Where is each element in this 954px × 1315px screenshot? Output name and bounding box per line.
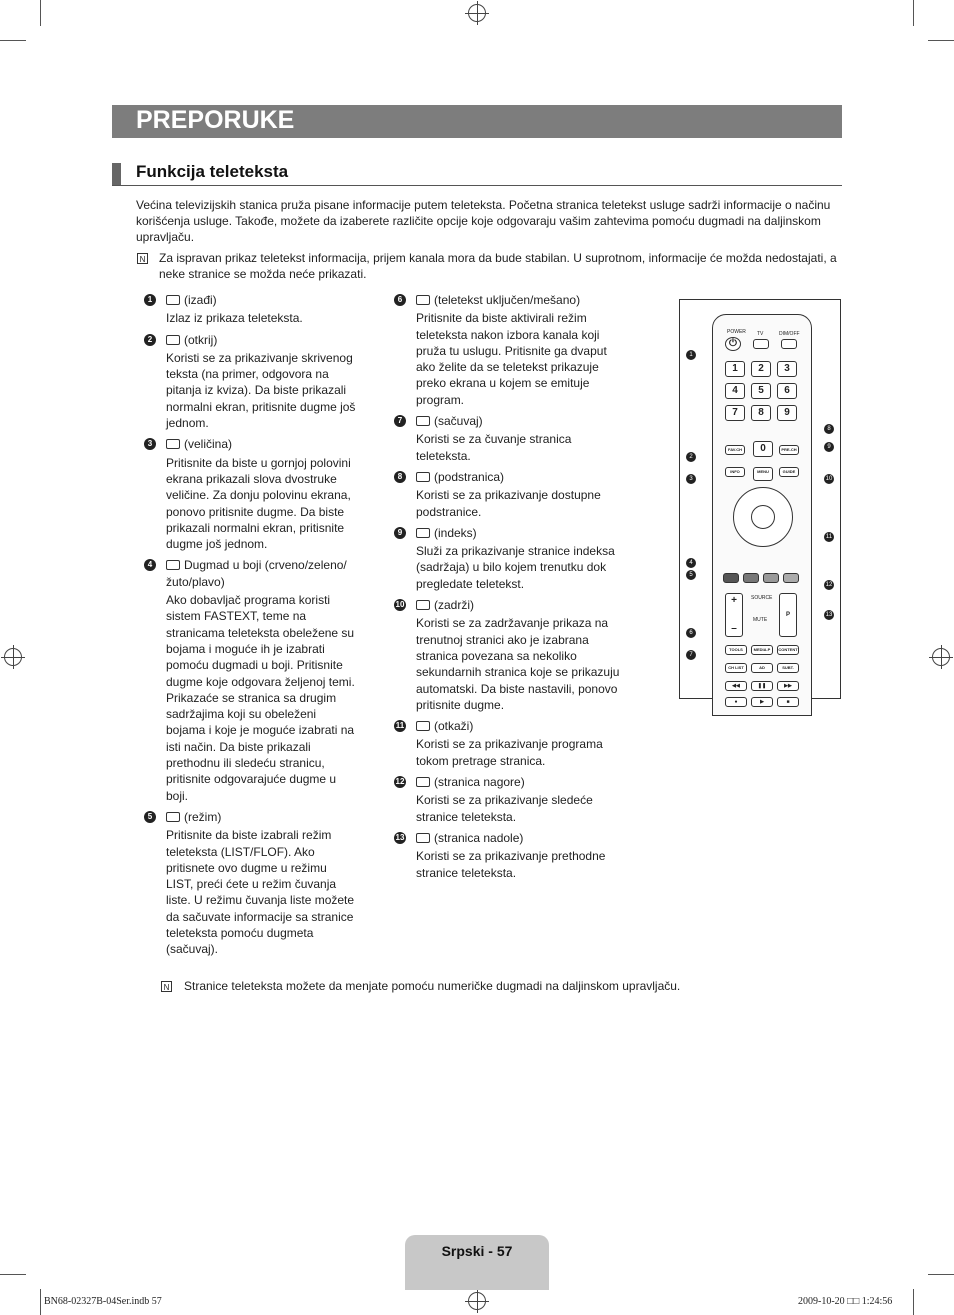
digit-button: 8 — [751, 405, 771, 421]
power-button: ⏻ — [725, 337, 741, 351]
registration-mark-icon — [932, 648, 950, 666]
print-info-right: 2009-10-20 □□ 1:24:56 — [798, 1296, 893, 1307]
item-description: Koristi se za prikazivanje sledeće stranice teleteksta. — [416, 793, 593, 824]
teletext-item — [147, 809, 356, 958]
teletext-item — [397, 525, 628, 592]
callout-badge: 2 — [686, 452, 696, 462]
item-description: Pritisnite da biste aktivirali režim teleteksta nakon izbora kanala koji pruža tu uslugu. Pritisnite ga dvaput ako želite da se teletekst prikazuje preko ekrana u kojem se emituje program. — [416, 311, 607, 407]
item-description: Koristi se za prikazivanje prethodne stranice teleteksta. — [416, 849, 606, 880]
mediap-button: MEDIA.P — [751, 645, 773, 655]
callout-badge: 13 — [825, 612, 833, 618]
teletext-item — [395, 718, 628, 769]
item-number-badge: 8 — [394, 471, 406, 483]
digit-button: 4 — [725, 383, 745, 399]
teletext-button-icon — [416, 528, 430, 538]
fav-button: FAV.CH — [725, 445, 745, 455]
remote-body — [712, 314, 812, 716]
section-title: Funkcija teleteksta — [136, 162, 289, 181]
callout-badge: 5 — [686, 570, 696, 580]
page-number-tab — [405, 1235, 549, 1290]
chlist-button: CH LIST — [725, 663, 747, 673]
item-number-badge: 12 — [395, 777, 405, 787]
item-number-badge: 7 — [394, 415, 406, 427]
item-number-badge: 2 — [144, 334, 156, 346]
blue-button — [783, 573, 799, 583]
channel-rocker: P — [779, 593, 797, 637]
digit-button: 2 — [751, 361, 771, 377]
item-heading: (stranica nadole) — [434, 830, 524, 845]
tv-label: TV — [757, 331, 764, 337]
section-marker — [112, 163, 121, 185]
crop-mark — [0, 40, 26, 41]
teletext-button-icon — [166, 560, 180, 570]
callout-badge: 4 — [686, 558, 696, 568]
digit-button: 6 — [777, 383, 797, 399]
item-description: Pritisnite da biste u gornjoj polovini ekrana prikazali slova dvostruke veličine. Za donju polovinu ekrana, ponovo pritisnite dugme. Da biste prikazali normalni ekran, pritisnite dugme još jednom. — [166, 455, 351, 552]
teletext-item — [395, 774, 628, 825]
stop-button: ■ — [777, 697, 799, 707]
callout-badge: 7 — [686, 650, 696, 660]
teletext-item — [397, 469, 628, 520]
item-number-badge: 10 — [395, 600, 405, 610]
item-heading: (otkrij) — [184, 332, 218, 347]
callout-badge: 12 — [825, 582, 833, 588]
note-icon: N — [137, 253, 148, 264]
teletext-item — [395, 597, 628, 713]
left-column — [147, 292, 356, 963]
teletext-item — [397, 413, 628, 464]
item-description: Pritisnite da biste izabrali režim teleteksta (LIST/FLOF). Ako pritisnete ovo dugme u režimu LIST, preći ćete u režim čuvanja liste. U režimu čuvanja liste možete da sačuvate informacije sa stranice teleteksta pomoću dugmeta (sačuvaj). — [166, 828, 355, 957]
item-heading: (sačuvaj) — [434, 414, 483, 429]
item-heading: (veličina) — [184, 437, 233, 452]
teletext-item — [147, 332, 356, 432]
callout-badge: 8 — [824, 424, 834, 434]
callout-badge: 3 — [686, 474, 696, 484]
pause-button: ❚❚ — [751, 681, 773, 691]
crop-mark — [0, 1274, 26, 1275]
teletext-item — [395, 830, 628, 881]
source-label: SOURCE — [751, 595, 773, 601]
item-number-badge: 3 — [144, 438, 156, 450]
note-icon: N — [161, 981, 172, 992]
play-button: ▶ — [751, 697, 773, 707]
item-heading: (režim) — [184, 809, 222, 824]
digit-button: 9 — [777, 405, 797, 421]
content-button: CONTENT — [777, 645, 799, 655]
item-number-badge: 5 — [144, 811, 156, 823]
note-1: Za ispravan prikaz teletekst informacija, prijem kanala mora da bude stabilan. U suprotnom, informacije će možda nedostajati, a neke stranice se možda neće prikazati. — [159, 251, 837, 281]
item-heading: (zadrži) — [434, 598, 475, 613]
green-button — [743, 573, 759, 583]
item-description: Izlaz iz prikaza teleteksta. — [166, 311, 303, 326]
callout-badge: 6 — [686, 628, 696, 638]
item-number-badge: 11 — [395, 721, 405, 731]
crop-mark — [913, 0, 914, 26]
item-description: Koristi se za prikazivanje dostupne podstranice. — [416, 488, 601, 519]
teletext-button-icon — [166, 812, 180, 822]
callout-badge: 1 — [686, 350, 696, 360]
teletext-button-icon — [416, 721, 430, 731]
tools-button: TOOLS — [725, 645, 747, 655]
item-description: Služi za prikazivanje stranice indeksa (sadržaja) u bilo kojem trenutku dok pregledate teletekst. — [416, 544, 615, 591]
teletext-button-icon — [166, 335, 180, 345]
item-description: Ako dobavljač programa koristi sistem FASTEXT, teme na stranicama teleteksta obeležene su bojama i moguće ih je izabrati pomoću dugmadi u boji. Pritisnite dugme koje odgovara željenoj temi. Prikazaće se stranica sa drugim sadržajima koji su obeleženi bojama i koje je moguće izabrati na isti način. Da biste prikazali prethodnu ili sledeću stranicu, pritisnite odgovarajuće dugme u boji. — [166, 593, 355, 803]
ad-button: AD — [751, 663, 773, 673]
teletext-button-icon — [416, 416, 430, 426]
teletext-button-icon — [416, 777, 430, 787]
teletext-item — [147, 557, 356, 803]
item-number-badge: 4 — [144, 559, 156, 571]
rewind-button: ◀◀ — [725, 681, 747, 691]
section-divider — [112, 185, 842, 186]
item-number-badge: 1 — [144, 294, 156, 306]
teletext-button-icon — [416, 833, 430, 843]
info-button: INFO — [725, 467, 745, 477]
page-number: Srpski - 57 — [441, 1243, 513, 1259]
intro-paragraph: Većina televizijskih stanica pruža pisane informacije putem teleteksta. Početna stranica teletekst usluge sadrži informacije o načinu korišćenja usluge. Takođe, možete da izaberete različite opcije koje odgovaraju vašim zahtevima pomoću dugmadi na daljinskom upravljaču. — [136, 198, 831, 244]
page-title-bar — [112, 105, 842, 138]
item-number-badge: 6 — [394, 294, 406, 306]
digit-button: 1 — [725, 361, 745, 377]
item-description: Koristi se za zadržavanje prikaza na trenutnoj stranici ako je izabrana stranica povezana sa nekoliko sekundarnih stranica koje se prikazuju automatski. Da biste nastavili, ponovo pritisnite dugme. — [416, 616, 620, 712]
teletext-button-icon — [416, 472, 430, 482]
ffwd-button: ▶▶ — [777, 681, 799, 691]
item-number-badge: 9 — [394, 527, 406, 539]
crop-mark — [913, 1289, 914, 1315]
crop-mark — [928, 40, 954, 41]
page-title: PREPORUKE — [136, 106, 295, 134]
item-heading: (indeks) — [434, 525, 477, 540]
item-heading: (teletekst uključen/mešano) — [434, 293, 581, 307]
teletext-item — [147, 436, 356, 552]
registration-mark-icon — [468, 4, 486, 22]
item-number-badge: 13 — [395, 832, 405, 842]
volume-rocker: + – — [725, 593, 743, 637]
callout-badge: 10 — [825, 476, 833, 482]
callout-badge: 11 — [825, 534, 833, 540]
record-button: ● — [725, 697, 747, 707]
teletext-button-icon — [416, 295, 430, 305]
right-column — [395, 292, 628, 886]
item-heading: (izađi) — [184, 293, 217, 307]
item-heading: (stranica nagore) — [434, 775, 525, 790]
dimoff-button — [781, 339, 797, 349]
crop-mark — [928, 1274, 954, 1275]
teletext-button-icon — [166, 439, 180, 449]
red-button — [723, 573, 739, 583]
print-info-left: BN68-02327B-04Ser.indb 57 — [44, 1296, 162, 1307]
teletext-button-icon — [416, 600, 430, 610]
dimoff-label: DIM/OFF — [779, 331, 800, 337]
digit-button: 7 — [725, 405, 745, 421]
item-heading: (otkaži) — [434, 719, 474, 734]
remote-control-illustration — [679, 299, 841, 705]
crop-mark — [40, 1289, 41, 1315]
item-description: Koristi se za prikazivanje skrivenog teksta (na primer, odgovora na pitanja iz kviza). Da biste prikazali normalni ekran, pritisnite dugme još jednom. — [166, 350, 356, 431]
guide-button: GUIDE — [779, 467, 799, 477]
mute-label: MUTE — [753, 617, 768, 623]
teletext-button-icon — [166, 295, 180, 305]
tv-button — [753, 339, 769, 349]
power-label: POWER — [727, 329, 746, 335]
digit-button: 3 — [777, 361, 797, 377]
item-heading: (podstranica) — [434, 469, 505, 484]
yellow-button — [763, 573, 779, 583]
prech-button: PRE-CH — [779, 445, 799, 455]
registration-mark-icon — [468, 1292, 486, 1310]
teletext-item — [397, 292, 628, 408]
note-2: Stranice teleteksta možete da menjate pomoću numeričke dugmadi na daljinskom upravljaču. — [184, 979, 681, 993]
subt-button: SUBT. — [777, 663, 799, 673]
digit-0-button: 0 — [753, 441, 773, 457]
item-description: Koristi se za prikazivanje programa tokom pretrage stranica. — [416, 737, 603, 768]
item-description: Koristi se za čuvanje stranica teleteksta. — [416, 432, 572, 463]
enter-button — [751, 505, 775, 529]
callout-badge: 9 — [824, 442, 834, 452]
registration-mark-icon — [4, 648, 22, 666]
teletext-item — [147, 292, 356, 327]
digit-button: 5 — [751, 383, 771, 399]
menu-button: MENU — [753, 467, 773, 481]
crop-mark — [40, 0, 41, 26]
item-heading: Dugmad u boji (crveno/zeleno/žuto/plavo) — [166, 558, 347, 589]
